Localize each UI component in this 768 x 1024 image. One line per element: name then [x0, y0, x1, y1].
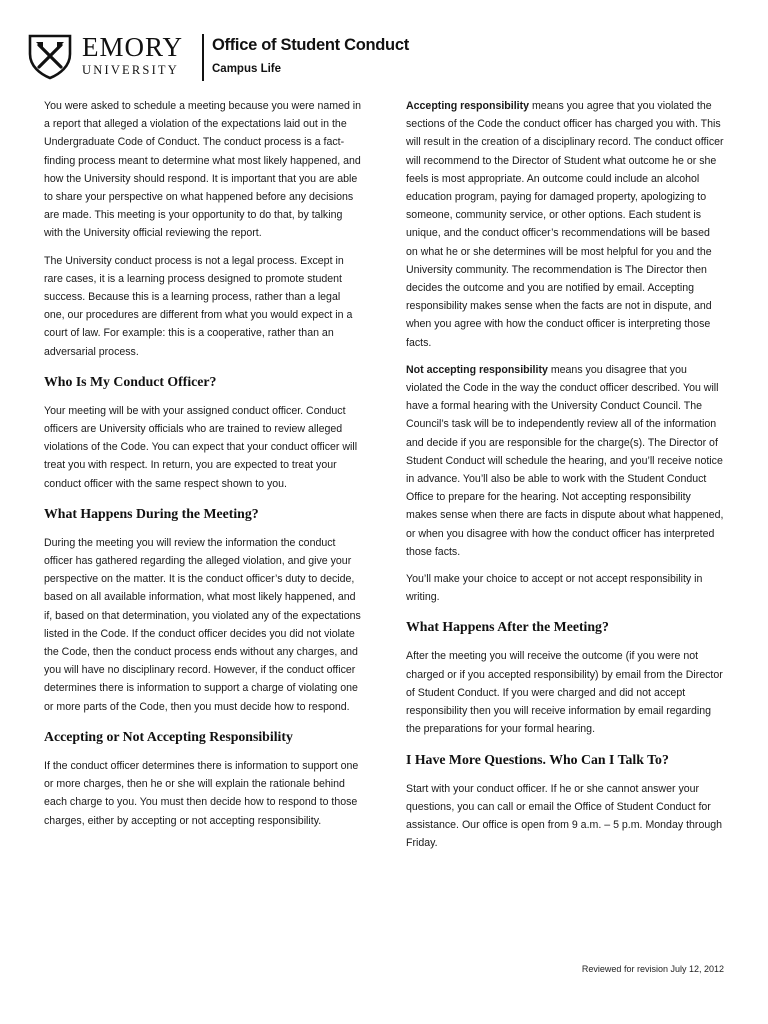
intro-paragraph-2: The University conduct process is not a legal process. Except in rare cases, it is a learning process designed to promote student success. Because this is a learning process, rather than a legal one, our procedures are different from what you would expect in a court of law. For example: this is a cooperative, rather than an adversarial process.: [44, 254, 353, 358]
during-paragraph: During the meeting you will review the information the conduct officer has gathered regarding the alleged violation, and give your perspective on the matter. It is the conduct officer’s duty to decide, based on all available information, what most likely happened, and if, based on that determination, you violated any of the expectations listed in the Code. If the conduct officer decides you did not violate the Code, then the conduct process ends without any charges, and you will have no disciplinary record. However, if the conduct officer determines there is information to support a charge of violating one or more parts of the Code, then you must decide how to respond.: [44, 536, 361, 713]
questions-paragraph: Start with your conduct officer. If he or she cannot answer your questions, you can call or email the Office of Student Conduct for assistance. Our office is open from 9 a.m. – 5 p.m. Monday through Friday.: [406, 782, 723, 850]
not-accept-term: Not accepting responsibility: [406, 363, 548, 376]
officer-paragraph: Your meeting will be with your assigned conduct officer. Conduct officers are University officials who are trained to review alleged violations of the Code. You can expect that your conduct officer will treat you with respect. In return, you are expected to treat your conduct officer with the same respect shown to you.: [44, 404, 358, 490]
emory-wordmark: [82, 34, 183, 78]
not-accept-text: means you disagree that you violated the Code in the way the conduct officer described. You will have a formal hearing with the University Conduct Council. The Council’s task will be to independently review all of the information and decide if you are responsible for the charge(s). The Director of Student Conduct will schedule the hearing, and you’ll receive notice in advance. You’ll also be able to work with the Student Conduct Office to prepare for the hearing. Not accepting responsibility makes sense when there are facts in dispute about what happened, or when you disagree with how the conduct officer has interpreted those facts.: [406, 363, 724, 558]
accept-text: means you agree that you violated the sections of the Code the conduct officer has charged you with. This will result in the creation of a disciplinary record. The conduct officer will recommend to the Director of Student what outcome he or she feels is most appropriate. An outcome could include an alcohol education program, paying for damaged property, apologizing to someone, community service, or other options. Each student is unique, and the conduct officer’s recommendations will be based on what he or she determines will be most helpful for you and the University community. The recommendation is The Director then decides the outcome and you are notified by email. Accepting responsibility makes sense when the facts are not in dispute, and when you agree with how the conduct officer is interpreting those facts.: [406, 100, 724, 349]
page-header: [26, 30, 746, 84]
logo-word: EMORY: [82, 32, 184, 62]
heading-after-meeting: What Happens After the Meeting?: [406, 619, 609, 635]
left-column: [44, 97, 362, 839]
heading-during-meeting: What Happens During the Meeting?: [44, 505, 259, 521]
heading-questions: I Have More Questions. Who Can I Talk To?: [406, 751, 669, 767]
header-divider: [202, 34, 204, 81]
office-subtitle: Campus Life: [212, 63, 282, 75]
heading-conduct-officer: Who Is My Conduct Officer?: [44, 373, 217, 389]
logo-sub: UNIVERSITY: [82, 63, 179, 77]
emory-shield-icon: [26, 32, 74, 80]
revision-note: Reviewed for revision July 12, 2012: [581, 964, 724, 974]
right-column: [406, 97, 724, 861]
accept-term: Accepting responsibility: [406, 100, 530, 112]
not-accept-paragraph: [406, 361, 724, 561]
after-paragraph: After the meeting you will receive the outcome (if you were not charged or if you accepted responsibility) by email from the Director of Student Conduct. If you were charged and did not accept responsibility then you will receive information by email regarding the preparations for your formal hearing.: [406, 650, 723, 736]
accepting-paragraph: If the conduct officer determines there is information to support one or more charges, then he or she will explain the rationale behind each charge to you. You must then decide how to respond to those charges, either by accepting or not accepting responsibility.: [44, 759, 359, 827]
accept-paragraph: [406, 97, 724, 352]
office-title: Office of Student Conduct: [212, 36, 409, 54]
intro-paragraph-1: You were asked to schedule a meeting because you were named in a report that alleged a violation of the expectations laid out in the Undergraduate Code of Conduct. The conduct process is a fact-finding process meant to determine what most likely happened, and how the University should respond. It is important that you are able to share your perspective on what happened before any decisions are made. This meeting is your opportunity to do that, by talking with the University official reviewing the report.: [44, 100, 362, 240]
heading-accepting: Accepting or Not Accepting Responsibility: [44, 728, 293, 744]
choice-paragraph: You’ll make your choice to accept or not accept responsibility in writing.: [406, 573, 703, 604]
